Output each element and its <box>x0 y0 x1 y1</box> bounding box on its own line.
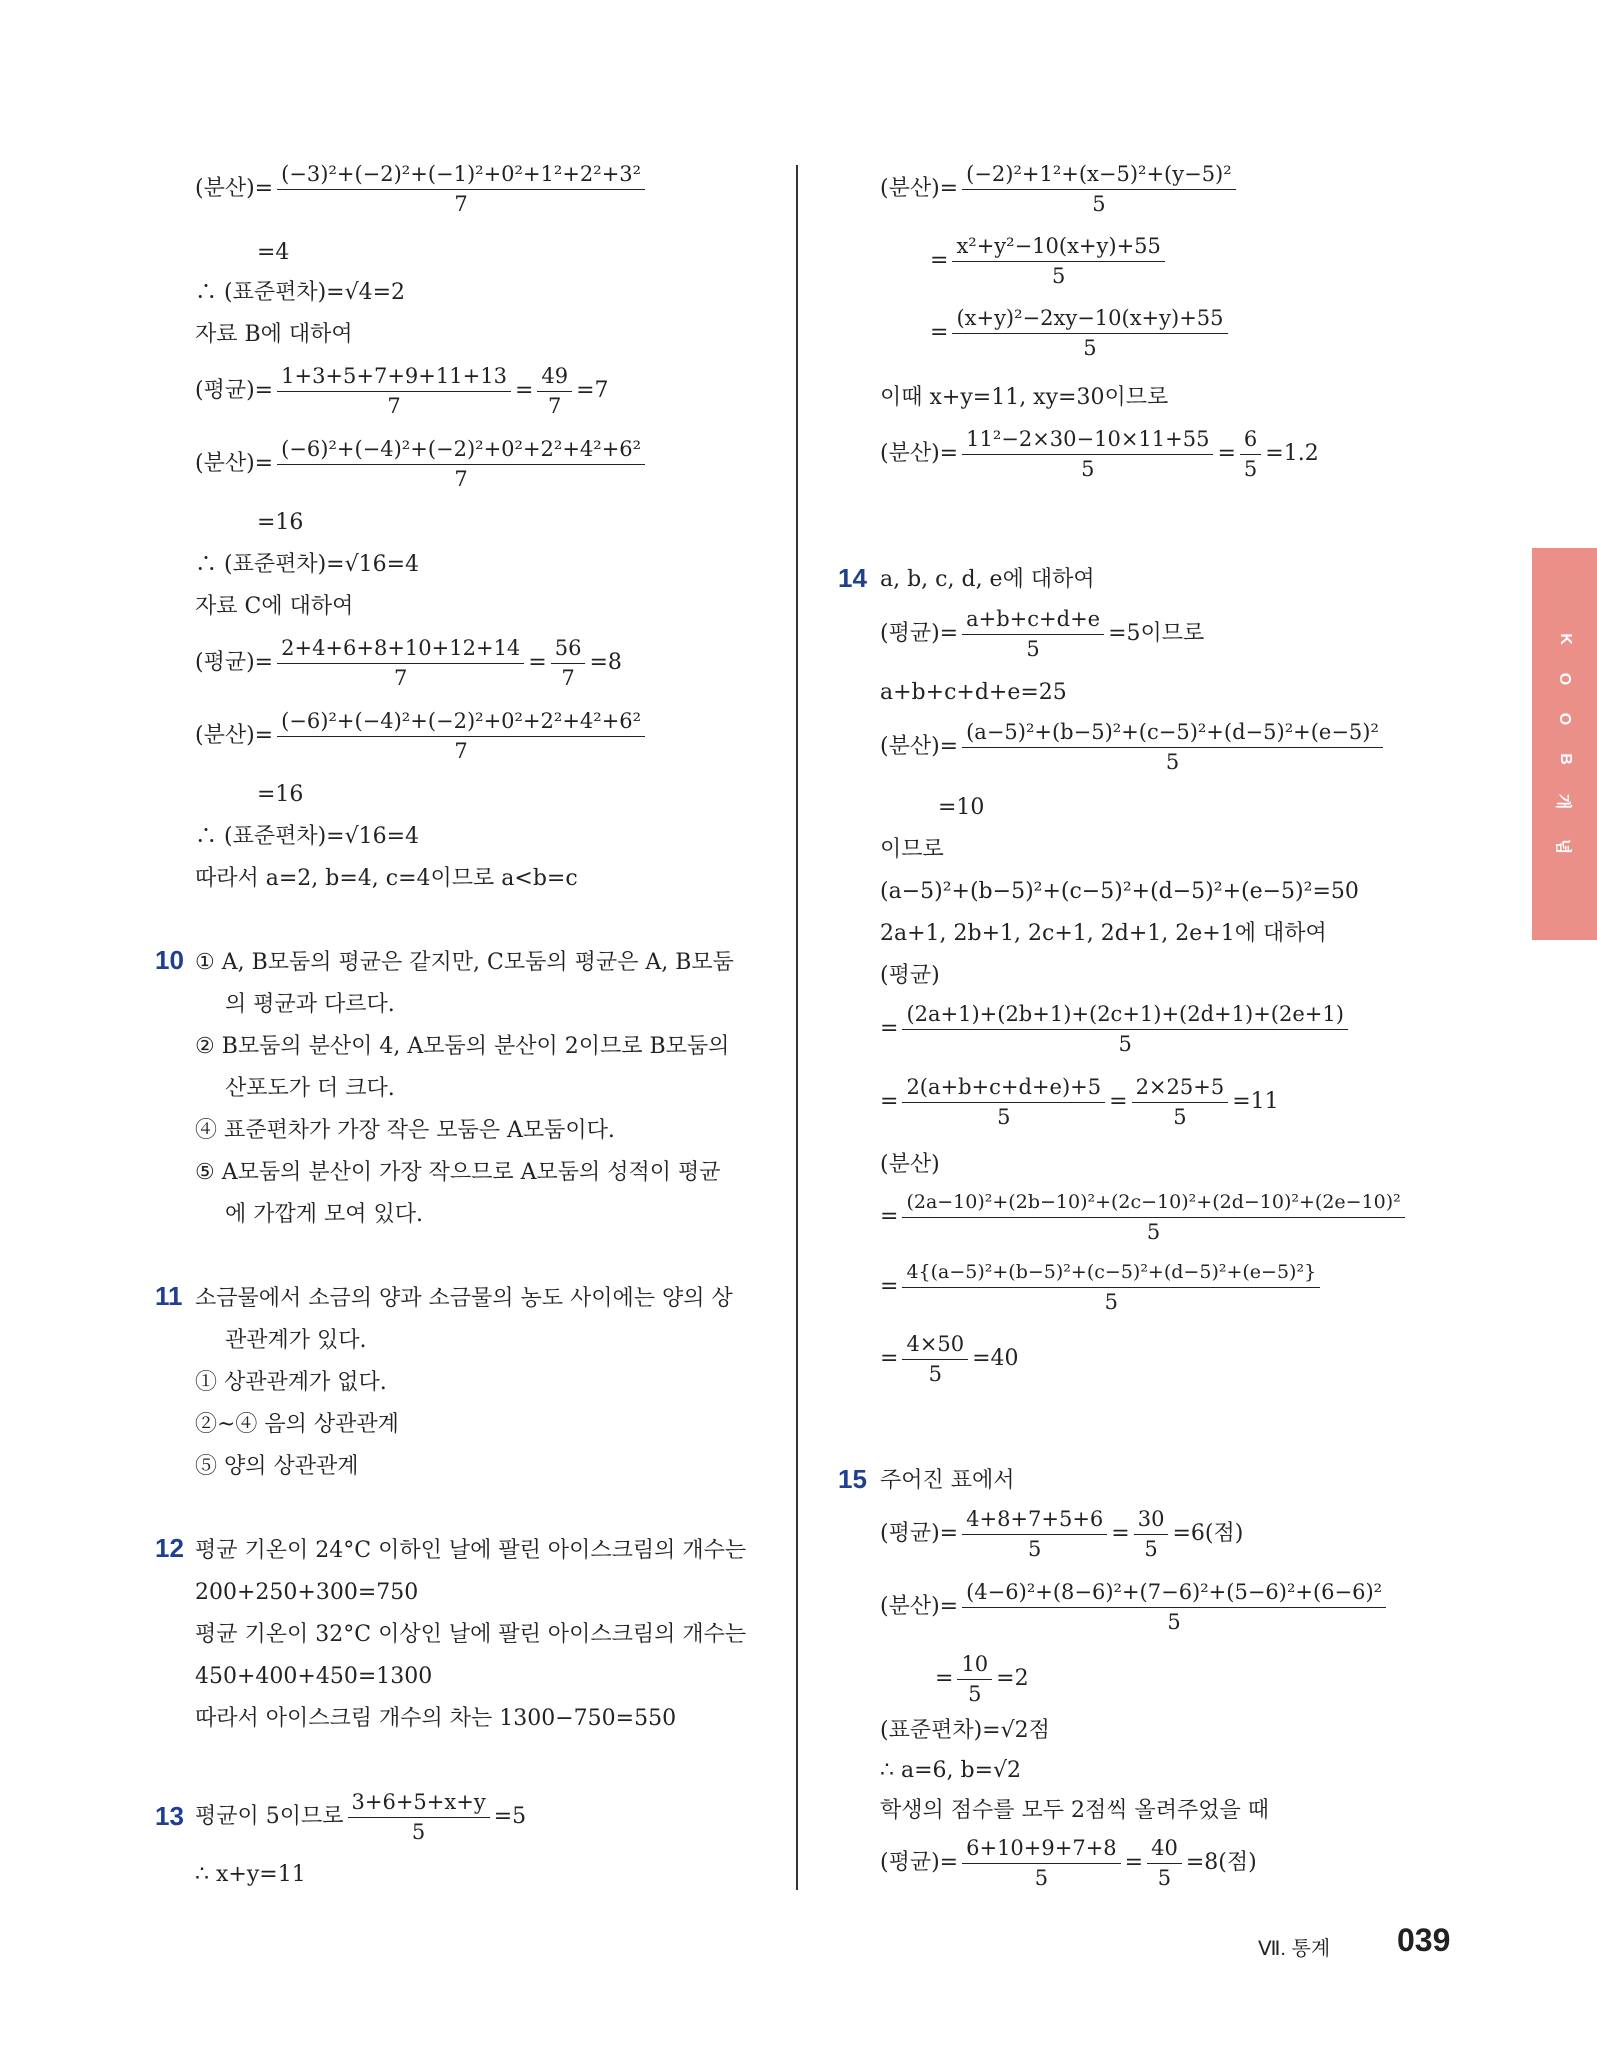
equals: = <box>930 248 949 273</box>
numerator: (−6)²+(−4)²+(−2)²+0²+2²+4²+6² <box>277 707 645 737</box>
q14-var-eq-2 <box>880 1258 1324 1316</box>
fraction <box>1240 425 1261 483</box>
q15-line: (표준편차)=√2점 <box>880 1718 1050 1743</box>
fraction <box>962 718 1383 776</box>
fraction <box>277 707 645 765</box>
q14-line: a+b+c+d+e=25 <box>880 680 1067 705</box>
q14-mean-eq <box>880 1000 1352 1058</box>
label: (분산)= <box>880 734 959 759</box>
tab-letter: O <box>1556 672 1574 686</box>
var-result-b: =16 <box>257 510 304 535</box>
numerator: (−6)²+(−4)²+(−2)²+0²+2²+4²+6² <box>277 435 645 465</box>
denominator: 7 <box>394 666 408 690</box>
data-b-heading: 자료 B에 대하여 <box>195 322 353 347</box>
result: =6(점) <box>1172 1521 1244 1546</box>
equals: = <box>1109 1089 1128 1114</box>
label: (분산)= <box>880 441 959 466</box>
label: (평균)= <box>880 1850 959 1875</box>
q11-line: 소금물에서 소금의 양과 소금물의 농도 사이에는 양의 상 <box>195 1286 733 1311</box>
equals: = <box>1111 1521 1130 1546</box>
q14-line: =10 <box>938 795 985 820</box>
result: =5 <box>493 1804 527 1829</box>
label: (평균)= <box>195 378 274 403</box>
numerator: (2a+1)+(2b+1)+(2c+1)+(2d+1)+(2e+1) <box>902 1000 1348 1030</box>
q14-mean <box>880 605 1204 663</box>
q13-line: ∴ x+y=11 <box>195 1862 306 1887</box>
q10-line: ② B모둠의 분산이 4, A모둠의 분산이 2이므로 B모둠의 <box>195 1034 730 1059</box>
fraction <box>902 1188 1404 1246</box>
q10-line: 에 가깝게 모여 있다. <box>225 1202 423 1227</box>
denominator: 5 <box>928 1362 942 1386</box>
equals: = <box>880 1204 899 1229</box>
question-number-12: 12 <box>155 1533 184 1563</box>
result: =40 <box>972 1346 1019 1371</box>
numerator: (−2)²+1²+(x−5)²+(y−5)² <box>962 160 1236 190</box>
denominator: 7 <box>548 394 562 418</box>
numerator: 49 <box>537 362 572 392</box>
denominator: 5 <box>1157 1866 1172 1890</box>
numerator: x²+y²−10(x+y)+55 <box>952 232 1164 262</box>
label: (분산)= <box>880 1594 959 1619</box>
var-result-c: =16 <box>257 782 304 807</box>
var-eq-xy-3 <box>930 304 1232 362</box>
var-eq-a <box>195 160 649 218</box>
fraction <box>962 425 1213 483</box>
q15-mean-2 <box>880 1834 1257 1892</box>
label: (분산)= <box>195 451 274 476</box>
tab-letter: B <box>1556 753 1574 765</box>
fraction <box>957 1650 992 1708</box>
condition: 이때 x+y=11, xy=30이므로 <box>880 385 1169 410</box>
var-eq-xy <box>880 160 1240 218</box>
numerator: (−3)²+(−2)²+(−1)²+0²+1²+2²+3² <box>277 160 645 190</box>
q15-line: 주어진 표에서 <box>880 1468 1015 1493</box>
numerator: 3+6+5+x+y <box>348 1788 490 1818</box>
denominator: 5 <box>411 1820 426 1844</box>
result: =1.2 <box>1265 441 1319 466</box>
q15-var-result <box>935 1650 1029 1708</box>
numerator: 2+4+6+8+10+12+14 <box>277 634 524 664</box>
fraction <box>962 1505 1107 1563</box>
denominator: 7 <box>454 467 468 491</box>
equals: = <box>880 1016 899 1041</box>
equals: = <box>528 650 547 675</box>
q15-line: 학생의 점수를 모두 2점씩 올려주었을 때 <box>880 1798 1269 1823</box>
equals: = <box>1217 441 1236 466</box>
std-result-c: ∴ (표준편차)=√16=4 <box>195 824 420 849</box>
q10-line: ⑤ A모둠의 분산이 가장 작으므로 A모둠의 성적이 평균 <box>195 1160 721 1185</box>
denominator: 5 <box>1028 1537 1042 1561</box>
question-number-14: 14 <box>838 563 867 593</box>
q10-line: 산포도가 더 크다. <box>225 1076 395 1101</box>
std-result-a: ∴ (표준편차)=√4=2 <box>195 280 406 305</box>
denominator: 5 <box>968 1682 982 1706</box>
fraction <box>902 1073 1105 1131</box>
q10-line: ① A, B모둠의 평균은 같지만, C모둠의 평균은 A, B모둠 <box>195 950 734 975</box>
mean-eq-b <box>195 362 609 420</box>
q11-line: ②~④ 음의 상관관계 <box>195 1412 399 1437</box>
denominator: 5 <box>1144 1537 1158 1561</box>
q12-line: 450+400+450=1300 <box>195 1664 433 1689</box>
q12-line: 따라서 아이스크림 개수의 차는 1300−750=550 <box>195 1706 677 1731</box>
q14-var-eq <box>880 1188 1409 1246</box>
equals: = <box>880 1346 899 1371</box>
tab-letter: 념 <box>1554 838 1571 855</box>
denominator: 5 <box>1034 1866 1049 1890</box>
numerator: 11²−2×30−10×11+55 <box>962 425 1213 455</box>
fraction <box>1132 1073 1229 1131</box>
conclusion: 따라서 a=2, b=4, c=4이므로 a<b=c <box>195 866 578 891</box>
equals: = <box>1124 1850 1144 1875</box>
q15-line: ∴ a=6, b=√2 <box>880 1758 1022 1783</box>
column-divider <box>796 165 798 1890</box>
q15-mean <box>880 1505 1243 1563</box>
q14-var <box>880 718 1387 776</box>
fraction <box>277 160 645 218</box>
fraction <box>1147 1834 1182 1892</box>
q12-line: 평균 기온이 24°C 이하인 날에 팔린 아이스크림의 개수는 <box>195 1538 747 1563</box>
q10-line: 의 평균과 다르다. <box>225 992 395 1017</box>
numerator: 2(a+b+c+d+e)+5 <box>902 1073 1105 1103</box>
fraction <box>277 362 511 420</box>
numerator: 6+10+9+7+8 <box>962 1834 1121 1864</box>
fraction <box>952 232 1164 290</box>
q15-var <box>880 1578 1390 1636</box>
label: (분산)= <box>195 723 274 748</box>
fraction <box>902 1330 968 1388</box>
fraction <box>952 304 1227 362</box>
denominator: 7 <box>561 666 575 690</box>
q14-line: a, b, c, d, e에 대하여 <box>880 567 1095 592</box>
denominator: 5 <box>1051 264 1066 288</box>
denominator: 5 <box>1165 750 1180 774</box>
q11-line: ① 상관관계가 없다. <box>195 1370 387 1395</box>
denominator: 5 <box>1118 1032 1132 1056</box>
denominator: 5 <box>1026 637 1040 661</box>
fraction <box>962 160 1236 218</box>
fraction <box>348 1788 490 1846</box>
denominator: 7 <box>387 394 401 418</box>
fraction <box>551 634 586 692</box>
denominator: 5 <box>1167 1610 1181 1634</box>
numerator: (a−5)²+(b−5)²+(c−5)²+(d−5)²+(e−5)² <box>962 718 1383 748</box>
page-number: 039 <box>1397 1922 1451 1958</box>
equals: = <box>880 1274 899 1299</box>
numerator: 40 <box>1147 1834 1182 1864</box>
section-tab-text <box>1532 548 1597 940</box>
q13-line <box>195 1788 526 1846</box>
q14-line: 이므로 <box>880 837 944 862</box>
equals: = <box>930 320 949 345</box>
numerator: 6 <box>1240 425 1261 455</box>
q14-line: (분산) <box>880 1152 940 1177</box>
tab-letter: O <box>1556 712 1574 726</box>
result: =11 <box>1232 1089 1279 1114</box>
fraction <box>902 1258 1320 1316</box>
std-result-b: ∴ (표준편차)=√16=4 <box>195 552 420 577</box>
denominator: 5 <box>1243 457 1258 481</box>
var-eq-c <box>195 707 649 765</box>
numerator: 1+3+5+7+9+11+13 <box>277 362 511 392</box>
q14-mean-eq-2 <box>880 1073 1279 1131</box>
numerator: 4×50 <box>902 1330 968 1360</box>
numerator: 56 <box>551 634 586 664</box>
label: (평균)= <box>880 621 959 646</box>
numerator: 10 <box>957 1650 992 1680</box>
q14-line: (a−5)²+(b−5)²+(c−5)²+(d−5)²+(e−5)²=50 <box>880 879 1359 904</box>
q11-line: 관관계가 있다. <box>225 1328 367 1353</box>
denominator: 5 <box>1083 336 1097 360</box>
result: =8 <box>589 650 622 675</box>
denominator: 5 <box>1146 1220 1161 1244</box>
equals: = <box>935 1666 954 1691</box>
q12-line: 평균 기온이 32°C 이상인 날에 팔린 아이스크림의 개수는 <box>195 1622 747 1647</box>
fraction <box>962 1834 1121 1892</box>
numerator: (x+y)²−2xy−10(x+y)+55 <box>952 304 1227 334</box>
chapter-label: Ⅶ. 통계 <box>1258 1938 1331 1960</box>
question-number-11: 11 <box>155 1281 183 1311</box>
equals: = <box>880 1089 899 1114</box>
fraction <box>962 605 1104 663</box>
question-number-13: 13 <box>155 1801 184 1831</box>
result: =8(점) <box>1185 1850 1257 1875</box>
numerator: 4+8+7+5+6 <box>962 1505 1107 1535</box>
question-number-15: 15 <box>838 1464 867 1494</box>
numerator: 4{(a−5)²+(b−5)²+(c−5)²+(d−5)²+(e−5)²} <box>902 1258 1320 1288</box>
denominator: 5 <box>1173 1105 1187 1129</box>
tab-letter: 개 <box>1554 793 1571 810</box>
denominator: 7 <box>454 739 468 763</box>
var-eq-xy-2 <box>930 232 1169 290</box>
result: =7 <box>576 378 609 403</box>
fraction <box>962 1578 1386 1636</box>
result: =5이므로 <box>1108 621 1205 646</box>
label: 평균이 5이므로 <box>195 1804 344 1829</box>
fraction <box>1134 1505 1169 1563</box>
question-number-10: 10 <box>155 945 184 975</box>
denominator: 5 <box>1081 457 1095 481</box>
numerator: 30 <box>1134 1505 1169 1535</box>
q11-line: ⑤ 양의 상관관계 <box>195 1454 359 1479</box>
q14-line: (평균) <box>880 963 940 988</box>
var-eq-b <box>195 435 649 493</box>
q12-line: 200+250+300=750 <box>195 1580 419 1605</box>
q10-line: ④ 표준편차가 가장 작은 모둠은 A모둠이다. <box>195 1118 615 1143</box>
label: (분산)= <box>880 176 959 201</box>
var-result-a: =4 <box>257 240 290 265</box>
q14-line: 2a+1, 2b+1, 2c+1, 2d+1, 2e+1에 대하여 <box>880 921 1327 946</box>
denominator: 5 <box>997 1105 1011 1129</box>
q14-var-eq-3 <box>880 1330 1019 1388</box>
result: =2 <box>996 1666 1029 1691</box>
label: (평균)= <box>880 1521 959 1546</box>
denominator: 5 <box>1104 1290 1118 1314</box>
section-tab <box>1532 548 1597 940</box>
denominator: 5 <box>1092 192 1106 216</box>
data-c-heading: 자료 C에 대하여 <box>195 594 354 619</box>
fraction <box>277 634 524 692</box>
numerator: a+b+c+d+e <box>962 605 1104 635</box>
fraction <box>902 1000 1348 1058</box>
mean-eq-c <box>195 634 622 692</box>
equals: = <box>514 378 534 403</box>
fraction <box>277 435 645 493</box>
numerator: (4−6)²+(8−6)²+(7−6)²+(5−6)²+(6−6)² <box>962 1578 1386 1608</box>
numerator: (2a−10)²+(2b−10)²+(2c−10)²+(2d−10)²+(2e−10)² <box>902 1188 1404 1218</box>
tab-letter: K <box>1556 633 1574 645</box>
numerator: 2×25+5 <box>1132 1073 1229 1103</box>
denominator: 7 <box>454 192 468 216</box>
var-result-xy <box>880 425 1319 483</box>
label: (평균)= <box>195 650 274 675</box>
fraction <box>537 362 572 420</box>
label: (분산)= <box>195 176 274 201</box>
